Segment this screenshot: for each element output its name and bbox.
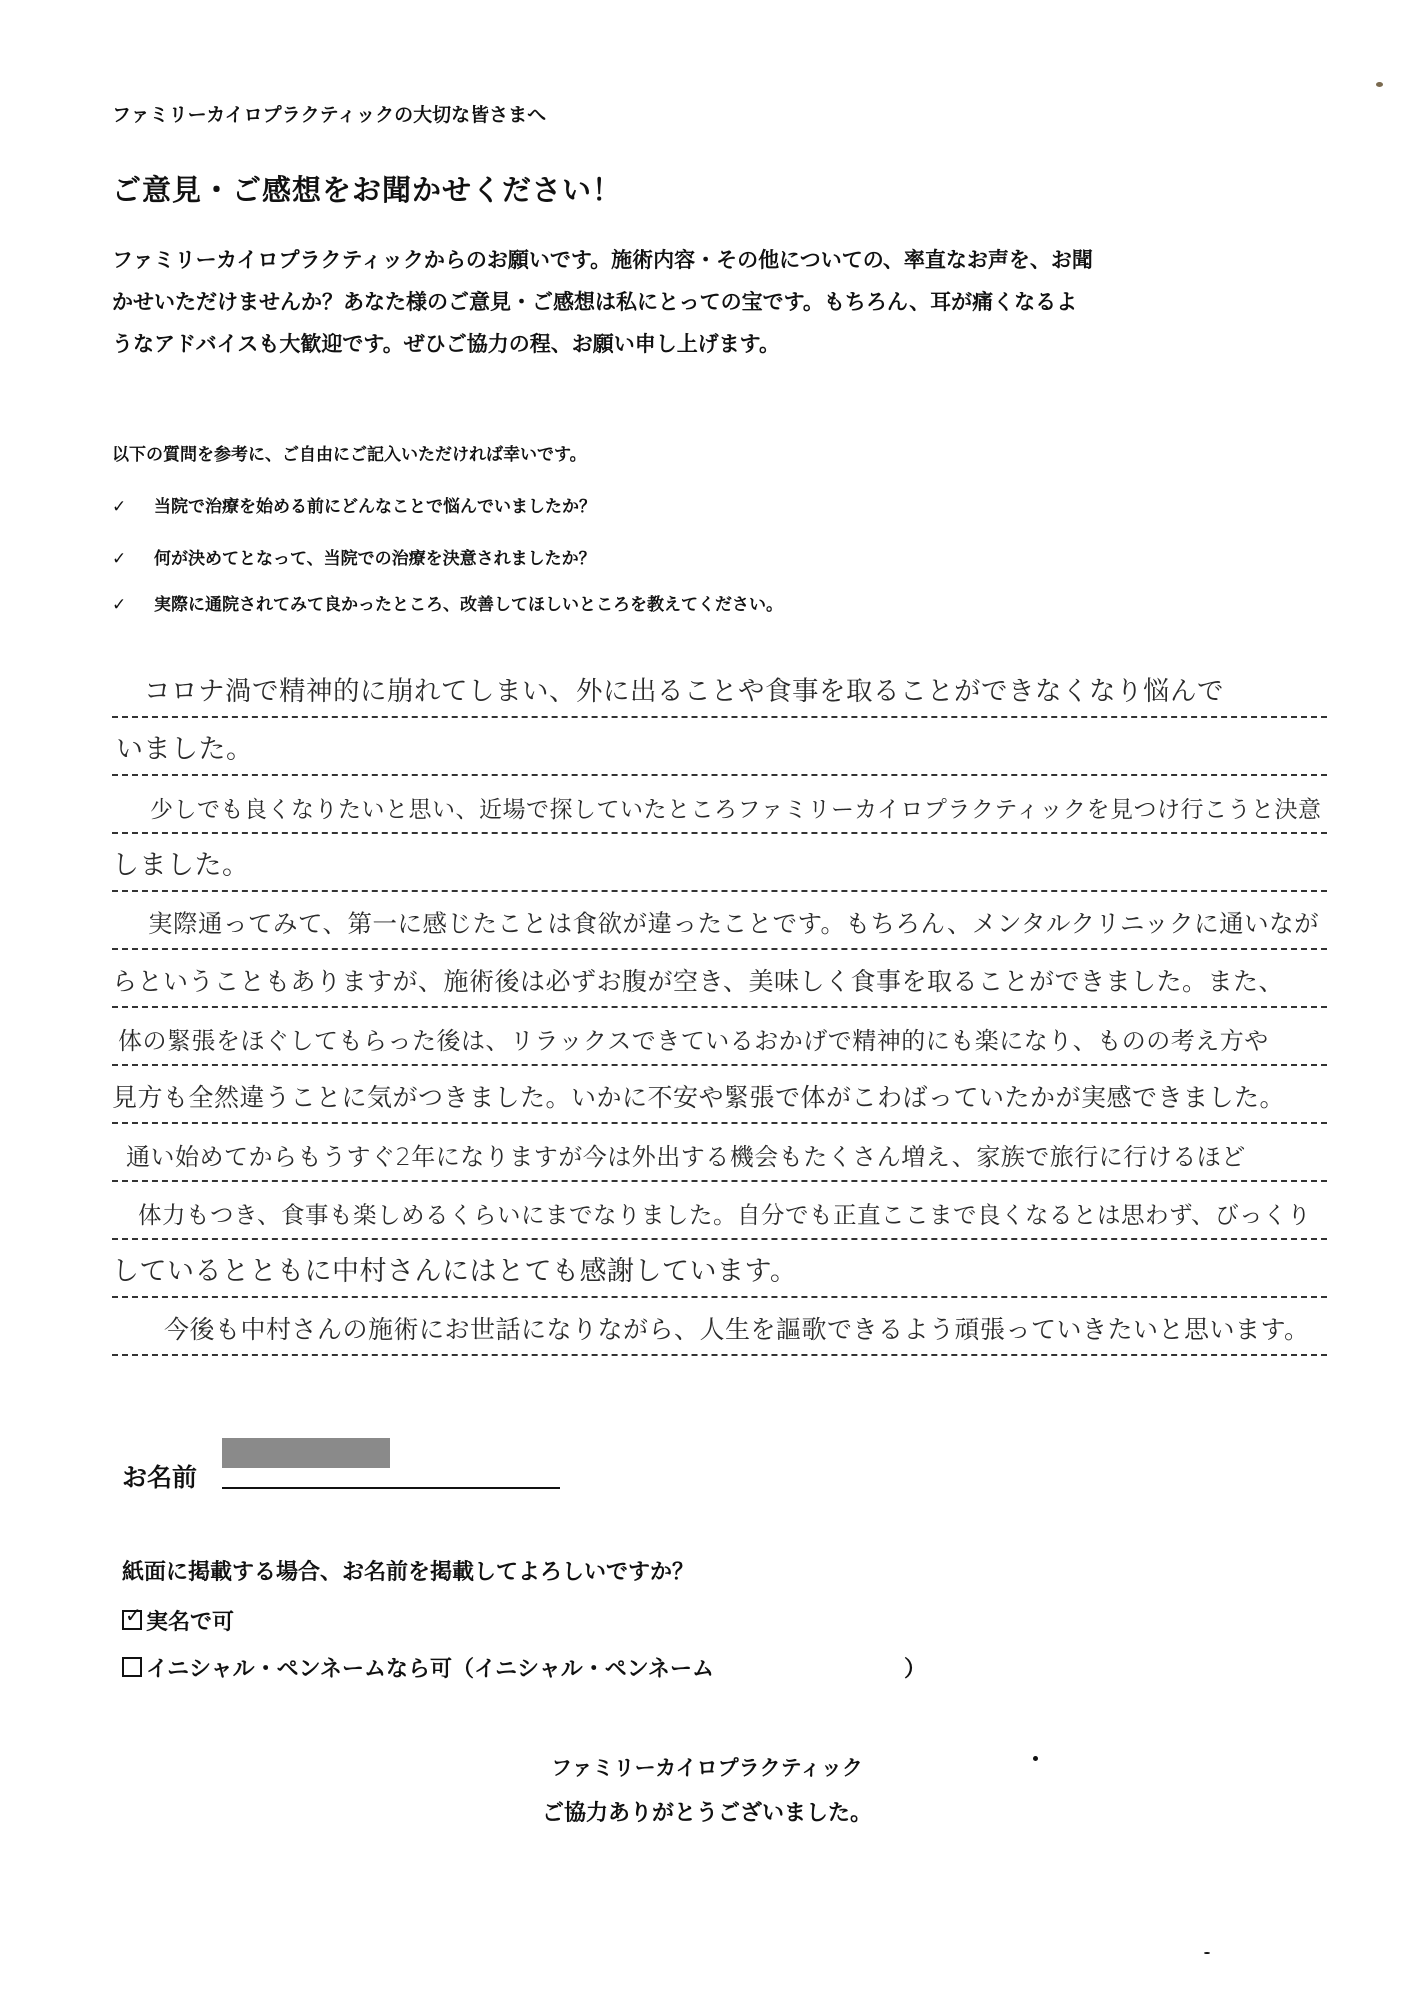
handwritten-line: しているとともに中村さんにはとても感謝しています。: [112, 1256, 798, 1287]
checkbox-icon: [122, 1657, 142, 1677]
handwritten-line: 体の緊張をほぐしてもらった後は、リラックスできているおかげで精神的にも楽になり、ものの考え方や: [118, 1027, 1269, 1055]
intro-line-2: かせいただけませんか？あなた様のご意見・ご感想は私にとっての宝です。もちろん、耳が痛くなるよ: [112, 290, 1078, 314]
handwritten-line: コロナ渦で精神的に崩れてしまい、外に出ることや食事を取ることができなくなり悩んで: [144, 676, 1224, 707]
scan-speck: [1033, 1756, 1038, 1761]
consent-question: 紙面に掲載する場合、お名前を掲載してよろしいですか？: [122, 1560, 695, 1585]
checked-box-icon: [122, 1610, 142, 1630]
intro-line-1: ファミリーカイロプラクティックからのお願いです。施術内容・その他についての、率直なお声を、お聞: [112, 248, 1093, 272]
intro-line-3: うなアドバイスも大歓迎です。ぜひご協力の程、お願い申し上げます。: [112, 332, 781, 356]
page-title: ご意見・ご感想をお聞かせください！: [112, 173, 623, 207]
check-icon: ✓: [112, 497, 127, 517]
scan-speck: [1376, 82, 1383, 87]
handwritten-line: 見方も全然違うことに気がつきました。いかに不安や緊張で体がこわばっていたかが実感できました。: [112, 1083, 1286, 1112]
check-icon: ✓: [112, 595, 127, 615]
addressee: ファミリーカイロプラクティックの大切な皆さまへ: [112, 104, 547, 126]
handwritten-line: 通い始めてからもうすぐ2年になりますが今は外出する機会もたくさん増え、家族で旅行に行けるほど: [126, 1143, 1246, 1171]
name-field-redacted: [222, 1438, 390, 1468]
question-1: ✓ 当院で治療を始める前にどんなことで悩んでいましたか？: [112, 497, 596, 517]
footer-clinic: ファミリーカイロプラクティック: [551, 1756, 863, 1780]
handwritten-line: しました。: [112, 850, 250, 881]
consent-option-initials: イニシャル・ペンネームなら可（イニシャル・ペンネーム ）: [122, 1652, 926, 1683]
scan-speck: [1204, 1952, 1210, 1954]
handwritten-line: いました。: [116, 734, 254, 765]
name-underline: [222, 1487, 560, 1489]
handwritten-line: 今後も中村さんの施術にお世話になりながら、人生を謳歌できるよう頑張っていきたいと思います。: [164, 1315, 1310, 1344]
question-2: ✓ 何が決めてとなって、当院での治療を決意されましたか？: [112, 549, 596, 569]
handwritten-line: 少しでも良くなりたいと思い、近場で探していたところファミリーカイロプラクティックを見つけ行こうと決意: [150, 797, 1322, 823]
consent-option-real-name: ✓実名で可: [122, 1605, 234, 1636]
handwritten-line: 実際通ってみて、第一に感じたことは食欲が違ったことです。もちろん、メンタルクリニックに通いなが: [148, 909, 1320, 938]
handwritten-line: 体力もつき、食事も楽しめるくらいにまでなりました。自分でも正直ここまで良くなるとは思わず、びっくり: [138, 1201, 1312, 1229]
question-3: ✓ 実際に通院されてみて良かったところ、改善してほしいところを教えてください。: [112, 595, 783, 615]
questions-intro: 以下の質問を参考に、ご自由にご記入いただければ幸いです。: [112, 445, 587, 465]
footer-thanks: ご協力ありがとうございました。: [541, 1801, 872, 1826]
handwritten-line: らということもありますが、施術後は必ずお腹が空き、美味しく食事を取ることができました。また、: [112, 967, 1285, 996]
name-label: お名前: [122, 1463, 198, 1492]
check-icon: ✓: [112, 549, 127, 569]
